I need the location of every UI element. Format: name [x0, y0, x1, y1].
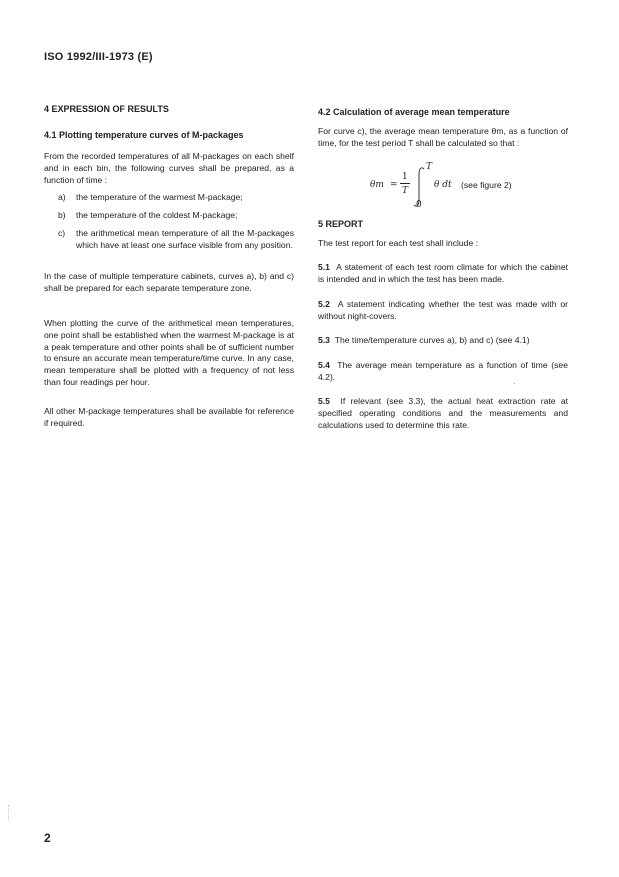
report-point-number: 5.4 [318, 360, 330, 370]
report-point-text: The time/temperature curves a), b) and c) (see 4.1) [334, 335, 530, 345]
curve-list [44, 192, 294, 262]
formula-lhs: θm [370, 180, 384, 190]
paragraph-other-temperatures: All other M-package temperatures shall be available for reference if required. [44, 406, 294, 428]
section-4-1-intro: From the recorded temperatures of all M-packages on each shelf and in each bin, the following curves shall be prepared, as a function of time : [44, 151, 294, 185]
report-point [318, 299, 568, 323]
margin-mark [8, 805, 10, 821]
report-point [318, 262, 568, 286]
formula-note: (see figure 2) [461, 180, 512, 190]
section-5-intro: The test report for each test shall include : [318, 238, 479, 248]
report-point [318, 396, 568, 431]
report-point-number: 5.2 [318, 299, 330, 309]
integral-upper-limit: T [426, 162, 433, 172]
list-item-text: the temperature of the warmest M-package; [76, 192, 243, 202]
list-item-text: the temperature of the coldest M-package; [76, 210, 238, 220]
formula-equals: = [390, 180, 398, 190]
report-point-number: 5.5 [318, 396, 330, 406]
report-point [318, 335, 568, 347]
formula-denominator: T [402, 186, 409, 196]
list-item-label: c) [58, 228, 66, 238]
formula-numerator: 1 [402, 172, 408, 182]
list-item-label: a) [58, 192, 66, 202]
section-4-2-text: For curve c), the average mean temperature θm, as a function of time, for the test period T shall be calculated so that : [318, 126, 568, 148]
report-point-text: A statement indicating whether the test was made with or without night-covers. [318, 299, 568, 321]
section-4-1-title: 4.1 Plotting temperature curves of M-packages [44, 130, 244, 140]
page-number: 2 [44, 831, 51, 845]
integral-lower-limit: 0 [416, 200, 422, 210]
formula-integrand: θ dt [434, 180, 452, 190]
report-point-number: 5.1 [318, 262, 330, 272]
list-item-label: b) [58, 210, 66, 220]
section-4-2-title: 4.2 Calculation of average mean temperature [318, 107, 510, 117]
report-point-text: The average mean temperature as a function of time (see 4.2). [318, 360, 568, 382]
list-item-text: the arithmetical mean temperature of all the M-packages which have at least one surface visible from any position. [76, 228, 294, 250]
mean-temperature-formula [370, 162, 540, 212]
stray-mark [514, 383, 515, 384]
document-id: ISO 1992/III-1973 (E) [44, 51, 153, 63]
report-point-text: If relevant (see 3.3), the actual heat extraction rate at specified operating conditions and the measurements and calculations used to determine this rate. [318, 396, 569, 430]
paragraph-multiple-cabinets: In the case of multiple temperature cabinets, curves a), b) and c) shall be prepared for each separate temperature zone. [44, 271, 294, 293]
fraction-bar [400, 183, 410, 184]
report-point [318, 360, 568, 384]
paragraph-plotting: When plotting the curve of the arithmetical mean temperatures, one point shall be established when the warmest M-package is at a peak temperature and other points shall be of sufficient number to ensure an accurate mean temperature/time curve. In any case, mean temperature shall be plotted with a frequency of not less than four readings per hour. [44, 318, 294, 387]
report-point-number: 5.3 [318, 335, 330, 345]
report-point-text: A statement of each test room climate for which the cabinet is intended and in which the test has been made. [318, 262, 568, 284]
section-4-title: 4 EXPRESSION OF RESULTS [44, 104, 169, 114]
section-5-title: 5 REPORT [318, 219, 364, 229]
